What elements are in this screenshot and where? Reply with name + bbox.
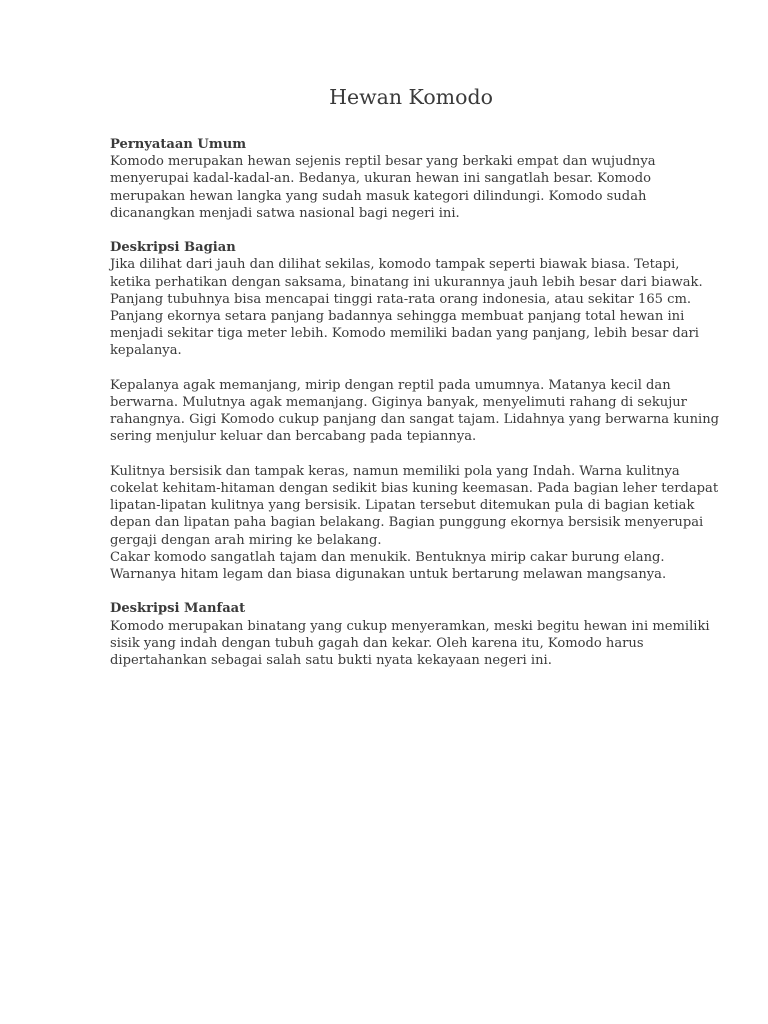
section-heading: Deskripsi Manfaat <box>110 601 246 617</box>
paragraph: Kulitnya bersisik dan tampak keras, namun memiliki pola yang Indah. Warna kulitnya cokelat kehitam-hitaman dengan sedikit bias kuning keemasan. Pada bagian leher terdapat lipatan-lipatan kulitnya yang bersisik. Lipatan tersebut ditemukan pula di bagian ketiak depan dan lipatan paha bagian belakang. Bagian punggung ekornya bersisik menyerupai gergaji dengan arah miring ke belakang. <box>110 463 719 548</box>
paragraph: Komodo merupakan binatang yang cukup menyeramkan, meski begitu hewan ini memiliki sisik yang indah dengan tubuh gagah dan kekar. Oleh karena itu, Komodo harus dipertahankan sebagai salah satu bukti nyata kekayaan negeri ini. <box>110 618 710 669</box>
paragraph: Komodo merupakan hewan sejenis reptil besar yang berkaki empat dan wujudnya menyerupai kadal-kadal-an. Bedanya, ukuran hewan ini sangatlah besar. Komodo merupakan hewan langka yang sudah masuk kategori dilindungi. Komodo sudah dicanangkan menjadi satwa nasional bagi negeri ini. <box>110 154 656 221</box>
section-heading: Pernyataan Umum <box>110 137 247 152</box>
paragraph: Cakar komodo sangatlah tajam dan menukik. Bentuknya mirip cakar burung elang. Warnanya hitam legam dan biasa digunakan untuk bertarung melawan mangsanya. <box>110 549 667 583</box>
paragraph: Jika dilihat dari jauh dan dilihat sekilas, komodo tampak seperti biawak biasa. Tetapi, ketika perhatikan dengan saksama, binatang ini ukurannya jauh lebih besar dari biawak. Panjang tubuhnya bisa mencapai tinggi rata-rata orang indonesia, atau sekitar 165 cm. Panjang ekornya setara panjang badannya sehingga membuat panjang total hewan ini menjadi sekitar tiga meter lebih. Komodo memiliki badan yang panjang, lebih besar dari kepalanya. <box>110 257 703 359</box>
section-heading: Deskripsi Bagian <box>110 240 236 256</box>
document-body <box>110 136 722 686</box>
document-title: Hewan Komodo <box>329 85 493 109</box>
paragraph: Kepalanya agak memanjang, mirip dengan reptil pada umumnya. Matanya kecil dan berwarna. Mulutnya agak memanjang. Giginya banyak, menyelimuti rahang di sekujur rahangnya. Gigi Komodo cukup panjang dan sangat tajam. Lidahnya yang berwarna kuning sering menjulur keluar dan bercabang pada tepiannya. <box>110 377 720 445</box>
section-deskripsi-manfaat <box>110 600 722 669</box>
section-deskripsi-bagian <box>110 239 722 583</box>
section-pernyataan-umum <box>110 136 722 222</box>
